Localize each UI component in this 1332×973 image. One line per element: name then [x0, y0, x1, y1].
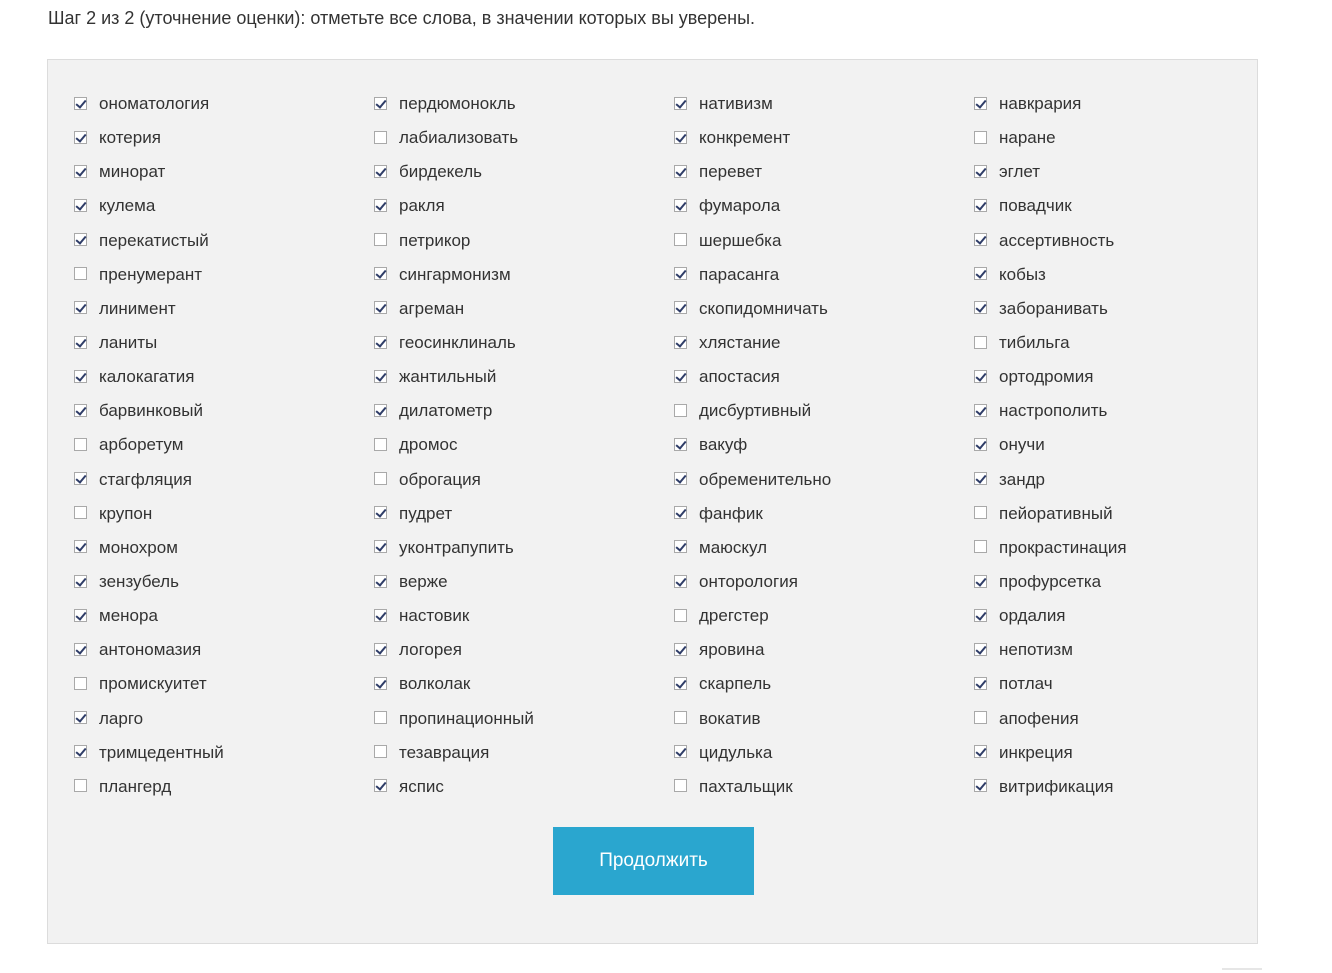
word-item[interactable]	[973, 770, 1273, 804]
word-label: шершебка	[699, 230, 782, 250]
word-item[interactable]	[373, 633, 673, 667]
word-checkbox[interactable]	[374, 131, 387, 144]
word-checkbox[interactable]	[74, 165, 87, 178]
word-item[interactable]	[373, 224, 673, 258]
word-label: вакуф	[699, 435, 748, 455]
word-label: повадчик	[999, 196, 1072, 216]
word-label: апостасия	[699, 367, 780, 387]
word-checkbox[interactable]	[74, 97, 87, 110]
word-checkbox[interactable]	[974, 506, 987, 519]
word-label: геосинклиналь	[399, 333, 516, 353]
word-item[interactable]	[673, 121, 973, 155]
word-item[interactable]	[673, 292, 973, 326]
word-item[interactable]	[673, 633, 973, 667]
word-checkbox[interactable]	[674, 301, 687, 314]
word-checkbox[interactable]	[374, 165, 387, 178]
word-label: лабиализовать	[399, 128, 519, 148]
word-label: пердюмонокль	[399, 94, 516, 114]
word-label: агреман	[399, 298, 465, 318]
word-label: зандр	[999, 469, 1046, 489]
word-item[interactable]	[973, 360, 1273, 394]
word-item[interactable]	[73, 736, 373, 770]
word-label: фумарола	[699, 196, 781, 216]
word-item[interactable]	[973, 428, 1273, 462]
word-checkbox[interactable]	[974, 438, 987, 451]
word-checkbox[interactable]	[374, 575, 387, 588]
word-item[interactable]	[973, 736, 1273, 770]
word-item[interactable]	[673, 394, 973, 428]
word-item[interactable]	[373, 531, 673, 565]
word-item[interactable]	[973, 497, 1273, 531]
word-checkbox[interactable]	[674, 404, 687, 417]
word-item[interactable]	[73, 326, 373, 360]
word-label: ордалия	[999, 606, 1066, 626]
word-label: зензубель	[99, 572, 179, 592]
word-checkbox[interactable]	[374, 779, 387, 792]
word-label: профурсетка	[999, 572, 1102, 592]
word-item[interactable]	[73, 633, 373, 667]
word-item[interactable]	[973, 87, 1273, 121]
word-item[interactable]	[73, 428, 373, 462]
word-label: кобыз	[999, 264, 1046, 284]
word-item[interactable]	[373, 667, 673, 701]
word-panel	[47, 59, 1258, 944]
word-checkbox[interactable]	[674, 643, 687, 656]
word-label: инкреция	[999, 742, 1073, 762]
word-item[interactable]	[973, 531, 1273, 565]
word-label: настовик	[399, 606, 470, 626]
word-label: перекатистый	[99, 230, 209, 250]
word-item[interactable]	[73, 531, 373, 565]
word-checkbox[interactable]	[374, 438, 387, 451]
word-label: онучи	[999, 435, 1045, 455]
word-label: верже	[399, 572, 448, 592]
word-checkbox[interactable]	[974, 779, 987, 792]
word-item[interactable]	[973, 702, 1273, 736]
corner-mark	[1222, 968, 1262, 970]
word-checkbox[interactable]	[674, 336, 687, 349]
word-item[interactable]	[373, 497, 673, 531]
word-item[interactable]	[73, 497, 373, 531]
word-checkbox[interactable]	[74, 131, 87, 144]
word-label: сингармонизм	[399, 264, 511, 284]
word-checkbox[interactable]	[74, 643, 87, 656]
word-label: минорат	[99, 162, 166, 182]
word-grid	[73, 87, 1273, 804]
word-label: ономатология	[99, 94, 210, 114]
word-label: крупон	[99, 503, 153, 523]
word-label: жантильный	[399, 367, 497, 387]
word-checkbox[interactable]	[974, 301, 987, 314]
word-label: прокрастинация	[999, 537, 1127, 557]
word-label: менора	[99, 606, 158, 626]
word-checkbox[interactable]	[74, 370, 87, 383]
word-checkbox[interactable]	[974, 165, 987, 178]
word-item[interactable]	[673, 189, 973, 223]
word-item[interactable]	[973, 189, 1273, 223]
word-label: кулема	[99, 196, 156, 216]
word-checkbox[interactable]	[674, 677, 687, 690]
word-label: маюскул	[699, 537, 768, 557]
word-checkbox[interactable]	[74, 438, 87, 451]
word-item[interactable]	[73, 87, 373, 121]
word-checkbox[interactable]	[74, 267, 87, 280]
word-item[interactable]	[73, 360, 373, 394]
word-checkbox[interactable]	[674, 472, 687, 485]
word-checkbox[interactable]	[674, 609, 687, 622]
word-checkbox[interactable]	[974, 199, 987, 212]
word-label: навкрария	[999, 94, 1082, 114]
word-label: тезаврация	[399, 742, 490, 762]
word-item[interactable]	[373, 736, 673, 770]
word-checkbox[interactable]	[74, 404, 87, 417]
word-checkbox[interactable]	[374, 643, 387, 656]
word-item[interactable]	[373, 360, 673, 394]
word-item[interactable]	[373, 463, 673, 497]
word-checkbox[interactable]	[674, 506, 687, 519]
word-checkbox[interactable]	[74, 506, 87, 519]
instruction-text: Шаг 2 из 2 (уточнение оценки): отметьте все слова, в значении которых вы уверены.	[48, 8, 756, 28]
word-label: ланиты	[99, 333, 158, 353]
word-item[interactable]	[673, 565, 973, 599]
word-item[interactable]	[973, 326, 1273, 360]
word-label: ортодромия	[999, 367, 1094, 387]
word-checkbox[interactable]	[74, 199, 87, 212]
word-label: промискуитет	[99, 674, 207, 694]
word-label: ларго	[99, 708, 144, 728]
word-checkbox[interactable]	[374, 199, 387, 212]
word-checkbox[interactable]	[974, 472, 987, 485]
word-label: петрикор	[399, 230, 471, 250]
word-item[interactable]	[973, 565, 1273, 599]
word-checkbox[interactable]	[74, 779, 87, 792]
word-checkbox[interactable]	[374, 540, 387, 553]
word-label: барвинковый	[99, 401, 204, 421]
word-checkbox[interactable]	[374, 336, 387, 349]
word-checkbox[interactable]	[974, 97, 987, 110]
word-checkbox[interactable]	[674, 745, 687, 758]
word-label: апофения	[999, 708, 1079, 728]
word-label: потлач	[999, 674, 1053, 694]
word-item[interactable]	[973, 394, 1273, 428]
word-label: уконтрапупить	[399, 537, 514, 557]
word-label: яровина	[699, 640, 765, 660]
word-checkbox[interactable]	[74, 677, 87, 690]
word-checkbox[interactable]	[374, 609, 387, 622]
word-label: обременительно	[699, 469, 832, 489]
word-checkbox[interactable]	[74, 575, 87, 588]
word-label: дрегстер	[699, 606, 769, 626]
word-label: калокагатия	[99, 367, 195, 387]
word-item[interactable]	[973, 667, 1273, 701]
word-checkbox[interactable]	[674, 779, 687, 792]
word-item[interactable]	[673, 87, 973, 121]
word-label: эглет	[999, 162, 1041, 182]
word-checkbox[interactable]	[974, 609, 987, 622]
word-item[interactable]	[973, 599, 1273, 633]
word-label: тибильга	[999, 333, 1070, 353]
word-label: плангерд	[99, 776, 172, 796]
word-item[interactable]	[73, 702, 373, 736]
word-label: дромос	[399, 435, 458, 455]
word-item[interactable]	[373, 258, 673, 292]
word-checkbox[interactable]	[74, 540, 87, 553]
word-label: волколак	[399, 674, 471, 694]
word-item[interactable]	[673, 155, 973, 189]
continue-button[interactable]: Продолжить	[553, 827, 754, 895]
word-label: логорея	[399, 640, 462, 660]
word-item[interactable]	[973, 224, 1273, 258]
word-label: оброгация	[399, 469, 481, 489]
word-label: парасанга	[699, 264, 780, 284]
word-checkbox[interactable]	[74, 336, 87, 349]
word-item[interactable]	[673, 599, 973, 633]
word-item[interactable]	[373, 428, 673, 462]
word-label: котерия	[99, 128, 161, 148]
word-checkbox[interactable]	[374, 233, 387, 246]
word-checkbox[interactable]	[674, 131, 687, 144]
word-checkbox[interactable]	[374, 506, 387, 519]
word-checkbox[interactable]	[674, 97, 687, 110]
word-checkbox[interactable]	[374, 370, 387, 383]
word-label: нативизм	[699, 94, 773, 114]
word-checkbox[interactable]	[674, 540, 687, 553]
word-item[interactable]	[973, 292, 1273, 326]
word-label: вокатив	[699, 708, 761, 728]
word-checkbox[interactable]	[974, 575, 987, 588]
word-label: хлястание	[699, 333, 781, 353]
word-checkbox[interactable]	[974, 540, 987, 553]
word-item[interactable]	[73, 667, 373, 701]
word-item[interactable]	[673, 497, 973, 531]
word-item[interactable]	[673, 667, 973, 701]
word-checkbox[interactable]	[374, 267, 387, 280]
word-checkbox[interactable]	[674, 370, 687, 383]
word-item[interactable]	[373, 87, 673, 121]
word-item[interactable]	[673, 770, 973, 804]
word-label: конкремент	[699, 128, 791, 148]
word-item[interactable]	[73, 224, 373, 258]
word-item[interactable]	[673, 326, 973, 360]
word-label: монохром	[99, 537, 178, 557]
word-checkbox[interactable]	[74, 711, 87, 724]
word-label: онторология	[699, 572, 798, 592]
word-item[interactable]	[373, 326, 673, 360]
word-label: арборетум	[99, 435, 184, 455]
word-item[interactable]	[373, 189, 673, 223]
word-item[interactable]	[373, 565, 673, 599]
word-checkbox[interactable]	[974, 370, 987, 383]
word-checkbox[interactable]	[74, 745, 87, 758]
word-label: антономазия	[99, 640, 202, 660]
word-item[interactable]	[673, 224, 973, 258]
word-checkbox[interactable]	[674, 575, 687, 588]
word-item[interactable]	[373, 599, 673, 633]
word-checkbox[interactable]	[374, 677, 387, 690]
word-item[interactable]	[73, 599, 373, 633]
word-item[interactable]	[973, 155, 1273, 189]
word-label: стагфляция	[99, 469, 192, 489]
word-item[interactable]	[673, 463, 973, 497]
word-item[interactable]	[73, 565, 373, 599]
word-checkbox[interactable]	[374, 301, 387, 314]
word-checkbox[interactable]	[974, 643, 987, 656]
word-checkbox[interactable]	[674, 199, 687, 212]
word-checkbox[interactable]	[74, 301, 87, 314]
word-item[interactable]	[373, 394, 673, 428]
word-checkbox[interactable]	[674, 165, 687, 178]
word-item[interactable]	[73, 292, 373, 326]
word-item[interactable]	[673, 258, 973, 292]
word-checkbox[interactable]	[374, 711, 387, 724]
word-item[interactable]	[373, 702, 673, 736]
word-item[interactable]	[973, 633, 1273, 667]
word-label: яспис	[399, 776, 444, 796]
word-checkbox[interactable]	[974, 233, 987, 246]
word-checkbox[interactable]	[74, 472, 87, 485]
word-item[interactable]	[73, 770, 373, 804]
word-checkbox[interactable]	[974, 336, 987, 349]
word-label: наране	[999, 128, 1056, 148]
word-item[interactable]	[373, 121, 673, 155]
word-checkbox[interactable]	[974, 131, 987, 144]
word-label: дисбуртивный	[699, 401, 812, 421]
word-label: пейоративный	[999, 503, 1113, 523]
word-label: скарпель	[699, 674, 772, 694]
word-item[interactable]	[73, 258, 373, 292]
word-checkbox[interactable]	[974, 711, 987, 724]
word-checkbox[interactable]	[74, 233, 87, 246]
word-label: пропинационный	[399, 708, 534, 728]
word-item[interactable]	[73, 189, 373, 223]
word-item[interactable]	[673, 360, 973, 394]
word-checkbox[interactable]	[674, 438, 687, 451]
word-label: пахтальщик	[699, 776, 793, 796]
word-label: перевет	[699, 162, 763, 182]
word-label: пренумерант	[99, 264, 203, 284]
word-checkbox[interactable]	[674, 233, 687, 246]
word-item[interactable]	[373, 155, 673, 189]
word-label: фанфик	[699, 503, 763, 523]
word-checkbox[interactable]	[974, 745, 987, 758]
word-item[interactable]	[73, 155, 373, 189]
word-label: витрификация	[999, 776, 1114, 796]
word-label: ассертивность	[999, 230, 1115, 250]
word-item[interactable]	[73, 394, 373, 428]
word-checkbox[interactable]	[374, 404, 387, 417]
word-label: непотизм	[999, 640, 1073, 660]
word-checkbox[interactable]	[374, 472, 387, 485]
word-label: тримцедентный	[99, 742, 224, 762]
word-checkbox[interactable]	[74, 609, 87, 622]
word-item[interactable]	[973, 463, 1273, 497]
word-item[interactable]	[973, 258, 1273, 292]
word-label: дилатометр	[399, 401, 493, 421]
word-item[interactable]	[373, 292, 673, 326]
word-label: скопидомничать	[699, 298, 828, 318]
word-checkbox[interactable]	[974, 267, 987, 280]
word-label: бирдекель	[399, 162, 482, 182]
word-checkbox[interactable]	[374, 745, 387, 758]
word-checkbox[interactable]	[674, 711, 687, 724]
word-item[interactable]	[73, 463, 373, 497]
word-label: пудрет	[399, 503, 453, 523]
word-label: цидулька	[699, 742, 773, 762]
word-label: заборанивать	[999, 298, 1108, 318]
word-item[interactable]	[673, 428, 973, 462]
word-label: линимент	[99, 298, 176, 318]
word-checkbox[interactable]	[974, 404, 987, 417]
word-checkbox[interactable]	[374, 97, 387, 110]
word-label: настрополить	[999, 401, 1108, 421]
word-item[interactable]	[73, 121, 373, 155]
word-item[interactable]	[673, 736, 973, 770]
word-checkbox[interactable]	[674, 267, 687, 280]
word-item[interactable]	[373, 770, 673, 804]
word-checkbox[interactable]	[974, 677, 987, 690]
word-item[interactable]	[673, 531, 973, 565]
word-label: ракля	[399, 196, 445, 216]
word-item[interactable]	[973, 121, 1273, 155]
word-item[interactable]	[673, 702, 973, 736]
